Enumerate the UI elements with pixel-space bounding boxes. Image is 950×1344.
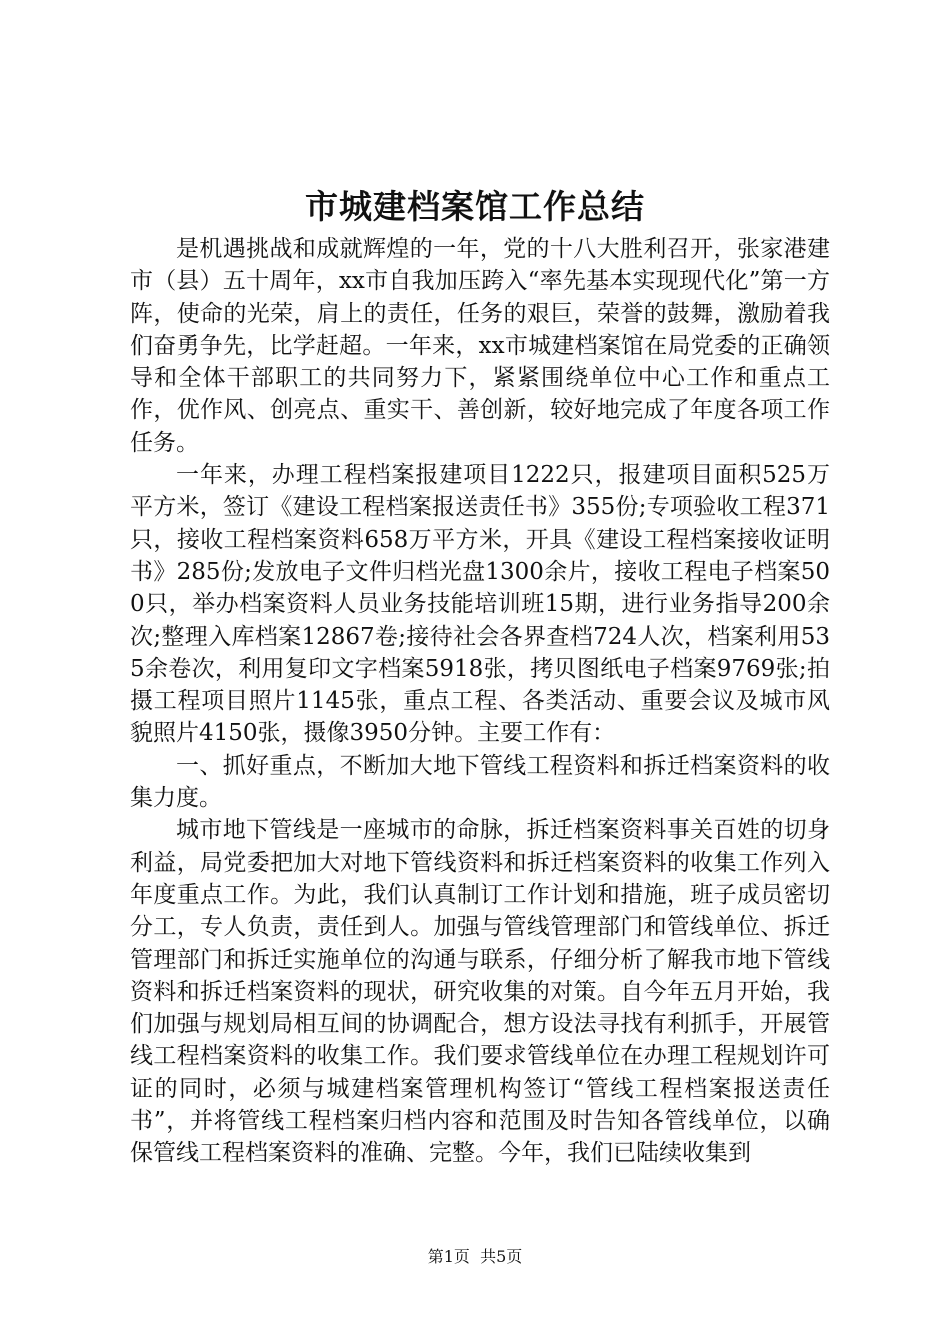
paragraph-heading: 一、抓好重点，不断加大地下管线工程资料和拆迁档案资料的收集力度。 [130,752,830,812]
paragraph: 一年来，办理工程档案报建项目1222只，报建项目面积525万平方米，签订《建设工程档案报送责任书》355份;专项验收工程371只，接收工程档案资料658万平方米，开具《建设工程档案接收证明书》285份;发放电子文件归档光盘1300余片，接收工程电子档案500只，举办档案资料人员业务技能培训班15期，进行业务指导200余次;整理入库档案12867卷;接待社会各界查档724人次，档案利用535余卷次，利用复印文字档案5918张，拷贝图纸电子档案9769张;拍摄工程项目照片1145张，重点工程、各类活动、重要会议及城市风貌照片4150张，摄像3950分钟。主要工作有： [130,462,830,747]
document-title: 市城建档案馆工作总结 [305,187,645,226]
page-footer [0,1245,950,1269]
paragraph: 是机遇挑战和成就辉煌的一年，党的十八大胜利召开，张家港建市（县）五十周年，xx市自我加压跨入“率先基本实现现代化”第一方阵，使命的光荣，肩上的责任，任务的艰巨，荣誉的鼓舞，激励着我们奋勇争先，比学赶超。一年来，xx市城建档案馆在局党委的正确领导和全体干部职工的共同努力下，紧紧围绕单位中心工作和重点工作，优作风、创亮点、重实干、善创新，较好地完成了年度各项工作任务。 [130,236,830,456]
paragraph: 城市地下管线是一座城市的命脉，拆迁档案资料事关百姓的切身利益，局党委把加大对地下管线资料和拆迁档案资料的收集工作列入年度重点工作。为此，我们认真制订工作计划和措施，班子成员密切分工，专人负责，责任到人。加强与管线管理部门和管线单位、拆迁管理部门和拆迁实施单位的沟通与联系，仔细分析了解我市地下管线资料和拆迁档案资料的现状，研究收集的对策。自今年五月开始，我们加强与规划局相互间的协调配合，想方设法寻找有利抓手，开展管线工程档案资料的收集工作。我们要求管线单位在办理工程规划许可证的同时，必须与城建档案管理机构签订“管线工程档案报送责任书”，并将管线工程档案归档内容和范围及时告知各管线单位，以确保管线工程档案资料的准确、完整。今年，我们已陆续收集到 [130,817,830,1167]
document-body [130,233,830,1170]
page-total: 共5页 [480,1247,523,1266]
page-number: 第1页 [427,1247,470,1266]
